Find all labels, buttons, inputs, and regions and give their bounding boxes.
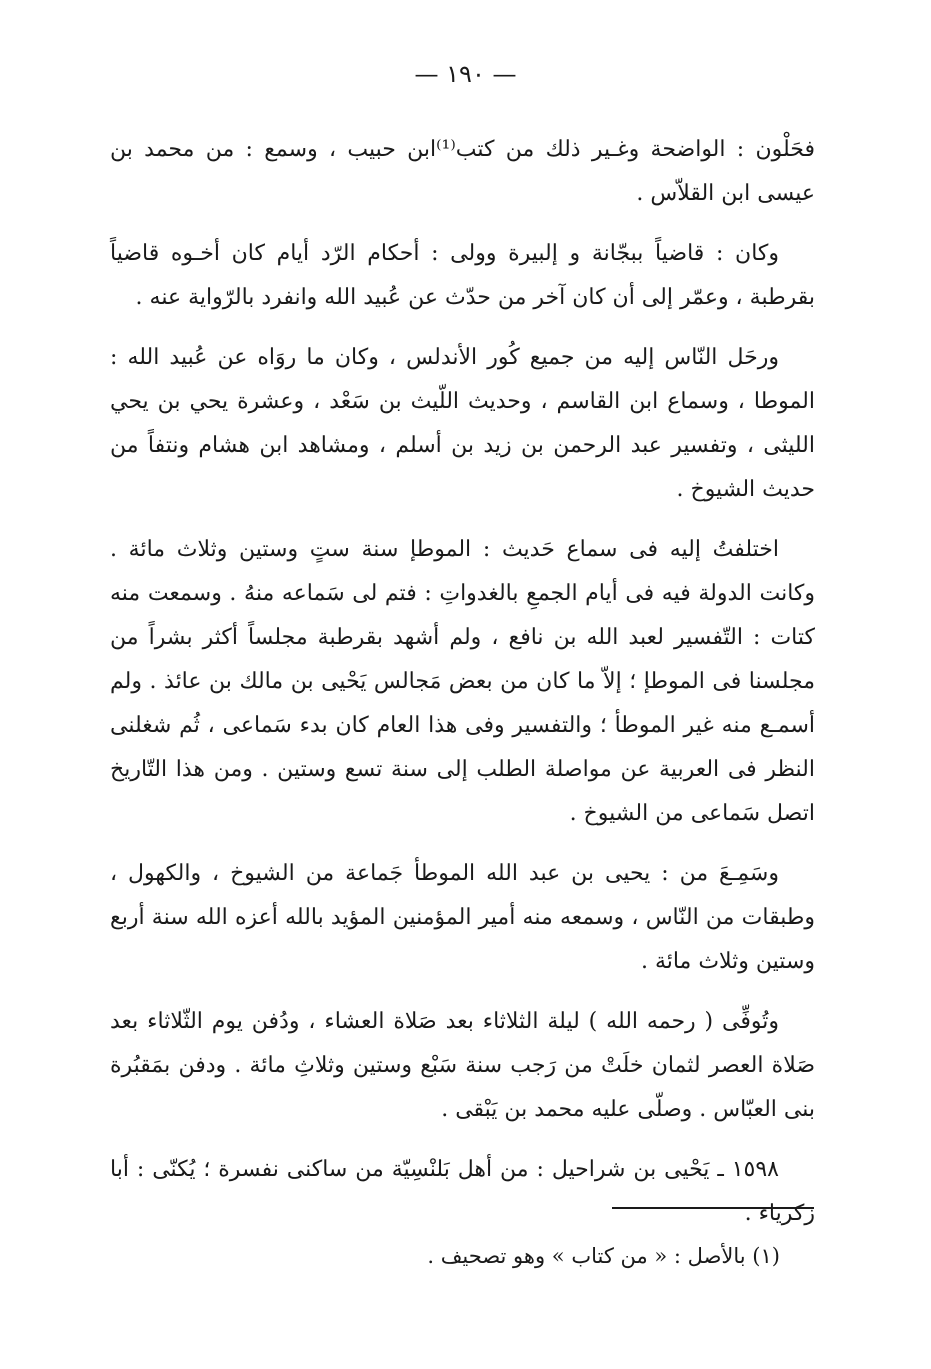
body-text (110, 128, 815, 1252)
page-number: — ١٩٠ — (414, 60, 517, 88)
entry-paragraph: ١٥٩٨ ـ يَحْيى بن شراحيل : من أهل بَلنْسِيّة من ساكنى نفسرة ؛ يُكنّى : أبا زكرياء . (110, 1157, 815, 1226)
paragraph: وكان : قاضياً ببجّانة و إلبيرة وولى : أحكام الرّد أيام كان أخـوه قاضياً بقرطبة ، وعمّر إلى أن كان آخر من حدّث عن عُبيد الله وانفرد بالرّواية عنه . (110, 241, 815, 310)
paragraph: وتُوفِّى ( رحمه الله ) ليلة الثلاثاء بعد صَلاة العشاء ، ودُفن يوم الثّلاثاء بعد صَلاة العصر لثمان خلَتْ من رَجب سنة سَبْع وستين وثلاثِ مائة . ودفن بمَقبُرة بنى العبّاس . وصلّى عليه محمد بن يَبْقى . (110, 1009, 815, 1122)
paragraph: ورحَل النّاس إليه من جميع كُور الأندلس ، وكان ما روَاه عن عُبيد الله : الموطا ، وسماع ابن القاسم ، وحديث اللّيث بن سَعْد ، وعشرة يحي بن يحي الليثى ، وتفسير عبد الرحمن بن زيد بن أسلم ، ومشاهد ابن هشام ونتفاً من حديث الشيوخ . (110, 345, 815, 502)
footnote-divider (612, 1207, 814, 1209)
paragraph: اختلفتُ إليه فى سماع حَديث : الموطإ سنة ستٍ وستين وثلاث مائة . وكانت الدولة فيه فى أيام الجمعِ بالغدواتِ : فتم لى سَماعه منهُ . وسمعت منه كتات : التّفسير لعبد الله بن نافع ، ولم أشهد بقرطبة مجلساً أكثر بشراً من مجلسنا فى الموطإ ؛ إلاّ ما كان من بعض مَجالس يَحْيى بن مالك بن عائذ . ولم أسمـع منه غير الموطأ ؛ والتفسير وفى هذا العام كان بدء سَماعى ، ثُم شغلنى النظر فى العربية عن مواصلة الطلب إلى سنة تسع وستين . ومن هذا التّاريخ اتصل سَماعى من الشيوخ . (110, 537, 815, 826)
paragraph: وسَمِـعَ من : يحيى بن عبد الله الموطأ جَماعة من الشيوخ ، والكهول ، وطبقات من النّاس ، وسمعه منه أمير المؤمنين المؤيد بالله أعزه الله سنة أربع وستين وثلاث مائة . (110, 861, 815, 974)
paragraph: فحَلْون : الواضحة وغـير ذلك من كتب⁽¹⁾ابن حبيب ، وسمع : من محمد بن عيسى ابن القلاّس . (110, 137, 816, 206)
footnote: (١) بالأصل : « من كتاب » وهو تصحيف . (427, 1244, 780, 1268)
